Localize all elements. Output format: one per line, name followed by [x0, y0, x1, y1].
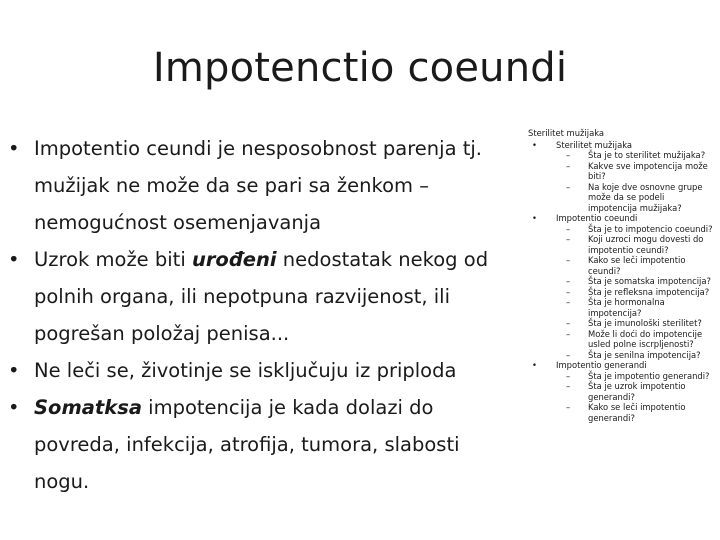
bullet-text-pre: Uzrok može biti	[34, 248, 192, 271]
bullet-item	[6, 241, 494, 352]
notes-question	[528, 297, 716, 318]
notes-question	[528, 255, 716, 276]
section-label: Impotentio generandi	[556, 360, 647, 370]
dash-marker: –	[566, 349, 571, 360]
dash-marker: –	[566, 234, 571, 244]
dash-marker: –	[566, 381, 571, 391]
notes-question	[528, 276, 716, 287]
question-text: Kako se leči impotentio ceundi?	[588, 255, 686, 276]
dash-marker: –	[566, 402, 571, 412]
notes-question	[528, 182, 716, 214]
bullet-text: Ne leči se, životinje se isključuju iz priploda	[34, 359, 457, 382]
question-text: Na koje dve osnovne grupe može da se podeli impotencija mužijaka?	[588, 181, 703, 213]
question-text: Koji uzroci mogu dovesti do impotentio ceundi?	[588, 234, 704, 255]
dash-marker: –	[566, 286, 571, 297]
question-text: Šta je somatska impotencija?	[588, 276, 711, 286]
bullet-item	[6, 130, 494, 241]
dash-marker: –	[566, 150, 571, 160]
dash-marker: –	[566, 255, 571, 265]
notes-question	[528, 161, 716, 182]
question-text: Kakve sve impotencija može biti?	[588, 160, 708, 181]
section-label: Impotentio coeundi	[556, 213, 638, 223]
bullet-marker: •	[8, 396, 20, 419]
question-text: Šta je hormonalna impotencija?	[588, 297, 665, 318]
question-text: Šta je to impotencio coeundi?	[588, 223, 713, 234]
notes-question	[528, 224, 716, 235]
dash-marker: –	[566, 223, 571, 234]
notes-heading: Sterilitet mužijaka	[528, 128, 605, 138]
bullet-text: Impotentio ceundi je nesposobnost parenja tj. mužijak ne može da se pari sa ženkom – nemogućnost osemenjavanja	[34, 137, 482, 234]
notes-question	[528, 381, 716, 402]
question-text: Može li doći do impotencije usled polne iscrpljenosti?	[588, 328, 703, 349]
notes-question	[528, 371, 716, 382]
slide-title: Impotenctio coeundi	[152, 45, 568, 91]
notes-question	[528, 150, 716, 161]
emphasis-text: Somatksa	[34, 396, 142, 419]
notes-question	[528, 350, 716, 361]
notes-question	[528, 329, 716, 350]
section-marker: •	[532, 139, 537, 150]
notes-section	[528, 213, 716, 224]
dash-marker: –	[566, 370, 571, 381]
bullet-marker: •	[8, 137, 20, 160]
dash-marker: –	[566, 181, 571, 192]
question-text: Kako se leči impotentio generandi?	[588, 402, 686, 423]
question-text: Šta je refleksna impotencija?	[588, 286, 710, 297]
main-bullet-list	[6, 130, 494, 500]
bullet-text-post: impotencija je kada dolazi do povreda, infekcija, atrofija, tumora, slabosti nogu.	[34, 396, 460, 493]
section-marker: •	[532, 213, 537, 223]
section-marker: •	[532, 360, 537, 370]
question-text: Šta je uzrok impotentio generandi?	[588, 381, 686, 402]
dash-marker: –	[566, 297, 571, 307]
bullet-text-post: nedostatak nekog od polnih organa, ili nepotpuna razvijenost, ili pogrešan položaj penisa...	[34, 248, 489, 345]
bullet-item	[6, 389, 494, 500]
question-text: Šta je senilna impotencija?	[588, 349, 701, 360]
notes-question	[528, 234, 716, 255]
bullet-marker: •	[8, 359, 20, 382]
bullet-marker: •	[8, 248, 20, 271]
bullet-item	[6, 352, 494, 389]
notes-section	[528, 360, 716, 371]
dash-marker: –	[566, 318, 571, 328]
question-text: Šta je impotentio generandi?	[588, 370, 710, 381]
question-text: Šta je imunološki sterilitet?	[588, 318, 702, 328]
question-text: Šta je to sterilitet mužijaka?	[588, 150, 706, 160]
emphasis-text: urođeni	[191, 248, 277, 271]
notes-question	[528, 402, 716, 423]
notes-outline	[528, 128, 716, 423]
notes-question	[528, 318, 716, 329]
dash-marker: –	[566, 276, 571, 286]
section-label: Sterilitet mužijaka	[556, 139, 633, 150]
dash-marker: –	[566, 328, 571, 339]
notes-section	[528, 140, 716, 151]
dash-marker: –	[566, 160, 571, 171]
notes-question	[528, 287, 716, 298]
